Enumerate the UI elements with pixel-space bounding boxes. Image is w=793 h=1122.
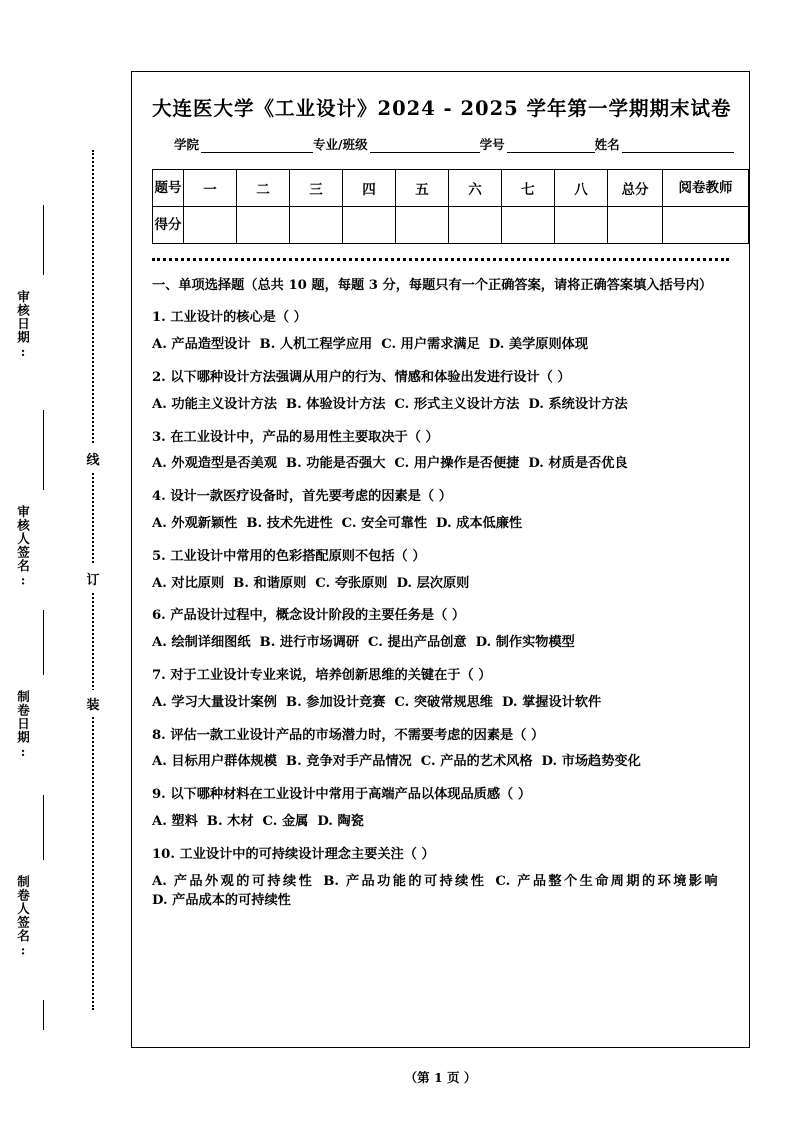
section-divider (152, 258, 729, 261)
question-2-stem: 2. 以下哪种设计方法强调从用户的行为、情感和体验出发进行设计（ ） (152, 370, 571, 386)
margin-label-auditor-signature: 审核人签名: (15, 505, 31, 589)
margin-label-paper-date: 制卷日期: (15, 690, 31, 760)
margin-rule-3 (43, 610, 44, 675)
question-6-option-b[interactable]: B. 进行市场调研 (259, 635, 359, 651)
question-1-option-d[interactable]: D. 美学原则体现 (488, 337, 589, 353)
row-label-question-number: 题号 (154, 180, 182, 197)
question-10-option-b[interactable]: B. 产品功能的可持续性 (323, 873, 487, 889)
question-8-option-c[interactable]: C. 产品的艺术风格 (420, 754, 533, 770)
question-5-option-a[interactable]: A. 对比原则 (152, 575, 225, 591)
question-1-option-c[interactable]: C. 用户需求满足 (381, 337, 480, 353)
question-7-options (152, 693, 729, 713)
seal-char-line: 线 (83, 445, 103, 472)
question-3-option-d[interactable]: D. 材质是否优良 (528, 456, 628, 472)
question-2-option-c[interactable]: C. 形式主义设计方法 (394, 396, 520, 412)
margin-rule-1 (43, 205, 44, 275)
score-col-2: 二 (237, 170, 290, 207)
question-10-option-a[interactable]: A. 产品外观的可持续性 (152, 873, 315, 889)
score-col-4: 四 (343, 170, 396, 207)
field-college-input[interactable] (201, 139, 313, 153)
question-10-option-c[interactable]: C. 产品整个生命周期的环境影响 (495, 873, 721, 889)
question-4-option-c[interactable]: C. 安全可靠性 (341, 516, 428, 532)
question-4-options (152, 514, 729, 534)
question-4-option-d[interactable]: D. 成本低廉性 (436, 516, 523, 532)
question-1-stem: 1. 工业设计的核心是（ ） (152, 310, 307, 326)
field-college (174, 135, 313, 153)
score-col-7: 七 (502, 170, 555, 207)
score-cell-5[interactable] (396, 207, 449, 244)
question-6-option-d[interactable]: D. 制作实物模型 (475, 635, 575, 651)
question-1-option-a[interactable]: A. 产品造型设计 (152, 337, 251, 353)
score-cell-8[interactable] (555, 207, 608, 244)
seal-char-pack: 装 (83, 690, 103, 717)
question-4 (152, 487, 729, 534)
question-7-stem: 7. 对于工业设计专业来说，培养创新思维的关键在于（ ） (152, 668, 492, 684)
question-10-options (152, 872, 729, 912)
margin-label-audit-date: 审核日期: (15, 290, 31, 360)
field-college-label: 学院 (174, 137, 200, 153)
question-9-options (152, 812, 729, 832)
question-8-option-a[interactable]: A. 目标用户群体规模 (152, 754, 277, 770)
question-7-option-a[interactable]: A. 学习大量设计案例 (152, 694, 277, 710)
score-cell-2[interactable] (237, 207, 290, 244)
question-7 (152, 666, 729, 713)
margin-rule-4 (43, 795, 44, 860)
question-8-option-d[interactable]: D. 市场趋势变化 (541, 754, 641, 770)
question-2-option-d[interactable]: D. 系统设计方法 (528, 396, 628, 412)
score-table-row-label-number (153, 170, 184, 207)
question-4-option-b[interactable]: B. 技术先进性 (246, 516, 333, 532)
margin-label-paper-maker-signature: 制卷人签名: (15, 875, 31, 959)
question-8 (152, 726, 729, 773)
question-1-options (152, 335, 729, 355)
question-6-option-a[interactable]: A. 绘制详细图纸 (152, 635, 251, 651)
score-cell-4[interactable] (343, 207, 396, 244)
field-name-input[interactable] (622, 139, 734, 153)
section-heading-multiple-choice: 一、单项选择题（总共 10 题，每题 3 分，每题只有一个正确答案，请将正确答案填入括号内） (152, 278, 713, 294)
question-3 (152, 428, 729, 475)
question-7-option-b[interactable]: B. 参加设计竞赛 (285, 694, 386, 710)
score-cell-1[interactable] (184, 207, 237, 244)
question-5-option-b[interactable]: B. 和谐原则 (233, 575, 307, 591)
score-col-1: 一 (184, 170, 237, 207)
question-4-stem: 4. 设计一款医疗设备时，首先要考虑的因素是（ ） (152, 489, 452, 505)
question-3-option-a[interactable]: A. 外观造型是否美观 (152, 456, 277, 472)
question-5-option-c[interactable]: C. 夸张原则 (315, 575, 388, 591)
field-major-class-label: 专业/班级 (313, 137, 368, 153)
question-5-option-d[interactable]: D. 层次原则 (396, 575, 470, 591)
question-3-option-b[interactable]: B. 功能是否强大 (285, 456, 386, 472)
field-student-id (480, 135, 595, 153)
score-col-teacher: 阅卷教师 (663, 170, 749, 207)
field-student-id-label: 学号 (479, 137, 505, 153)
question-5-stem: 5. 工业设计中常用的色彩搭配原则不包括（ ） (152, 548, 426, 564)
question-2-option-a[interactable]: A. 功能主义设计方法 (152, 396, 277, 412)
left-margin-labels (0, 0, 62, 1122)
question-3-options (152, 454, 729, 474)
field-name (595, 135, 734, 153)
question-4-option-a[interactable]: A. 外观新颖性 (152, 516, 238, 532)
score-cell-7[interactable] (502, 207, 555, 244)
score-table-header-row (153, 170, 749, 207)
question-6-stem: 6. 产品设计过程中，概念设计阶段的主要任务是（ ） (152, 608, 466, 624)
question-10-stem: 10. 工业设计中的可持续设计理念主要关注（ ） (152, 846, 435, 862)
question-10-option-d[interactable]: D. 产品成本的可持续性 (152, 893, 291, 909)
question-6-options (152, 633, 729, 653)
question-1-option-b[interactable]: B. 人机工程学应用 (259, 337, 373, 353)
question-9-option-b[interactable]: B. 木材 (206, 814, 254, 830)
question-7-option-c[interactable]: C. 突破常规思维 (394, 694, 493, 710)
question-6 (152, 606, 729, 653)
page-footer: （第 1 页 ） (404, 1070, 477, 1085)
score-col-5: 五 (396, 170, 449, 207)
student-info-row (174, 135, 719, 153)
question-7-option-d[interactable]: D. 掌握设计软件 (501, 694, 602, 710)
question-2-options (152, 395, 729, 415)
score-table-value-row (153, 207, 749, 244)
question-9-stem: 9. 以下哪种材料在工业设计中常用于高端产品以体现品质感（ ） (152, 787, 532, 803)
field-name-label: 姓名 (594, 137, 620, 153)
question-6-option-c[interactable]: C. 提出产品创意 (368, 635, 467, 651)
question-1 (152, 308, 729, 355)
seal-char-bind: 订 (83, 565, 103, 592)
field-major-class (313, 135, 480, 153)
margin-rule-2 (43, 410, 44, 490)
score-cell-teacher[interactable] (663, 207, 749, 244)
score-table (152, 169, 749, 244)
field-major-class-input[interactable] (370, 139, 480, 153)
question-9 (152, 785, 729, 832)
question-10 (152, 845, 729, 911)
score-cell-6[interactable] (449, 207, 502, 244)
question-9-option-a[interactable]: A. 塑料 (152, 814, 198, 830)
score-col-8: 八 (555, 170, 608, 207)
question-2-option-b[interactable]: B. 体验设计方法 (285, 396, 386, 412)
question-2 (152, 368, 729, 415)
question-5-options (152, 574, 729, 594)
score-table-row-label-score (153, 207, 184, 244)
score-cell-3[interactable] (290, 207, 343, 244)
question-9-option-c[interactable]: C. 金属 (262, 814, 309, 830)
score-cell-total[interactable] (608, 207, 663, 244)
question-3-option-c[interactable]: C. 用户操作是否便捷 (394, 456, 520, 472)
field-student-id-input[interactable] (507, 139, 595, 153)
question-8-option-b[interactable]: B. 竞争对手产品情况 (285, 754, 412, 770)
exam-title: 大连医大学《工业设计》2024 - 2025 学年第一学期期末试卷 (152, 97, 732, 120)
score-col-3: 三 (290, 170, 343, 207)
score-col-6: 六 (449, 170, 502, 207)
margin-rule-5 (43, 1000, 44, 1030)
question-8-options (152, 752, 729, 772)
question-9-option-d[interactable]: D. 陶瓷 (317, 814, 364, 830)
question-8-stem: 8. 评估一款工业设计产品的市场潜力时，不需要考虑的因素是（ ） (152, 727, 545, 743)
question-5 (152, 547, 729, 594)
row-label-score: 得分 (154, 217, 182, 234)
question-content (152, 275, 729, 911)
exam-paper-frame (131, 71, 750, 1048)
score-col-total: 总分 (608, 170, 663, 207)
question-3-stem: 3. 在工业设计中，产品的易用性主要取决于（ ） (152, 429, 439, 445)
